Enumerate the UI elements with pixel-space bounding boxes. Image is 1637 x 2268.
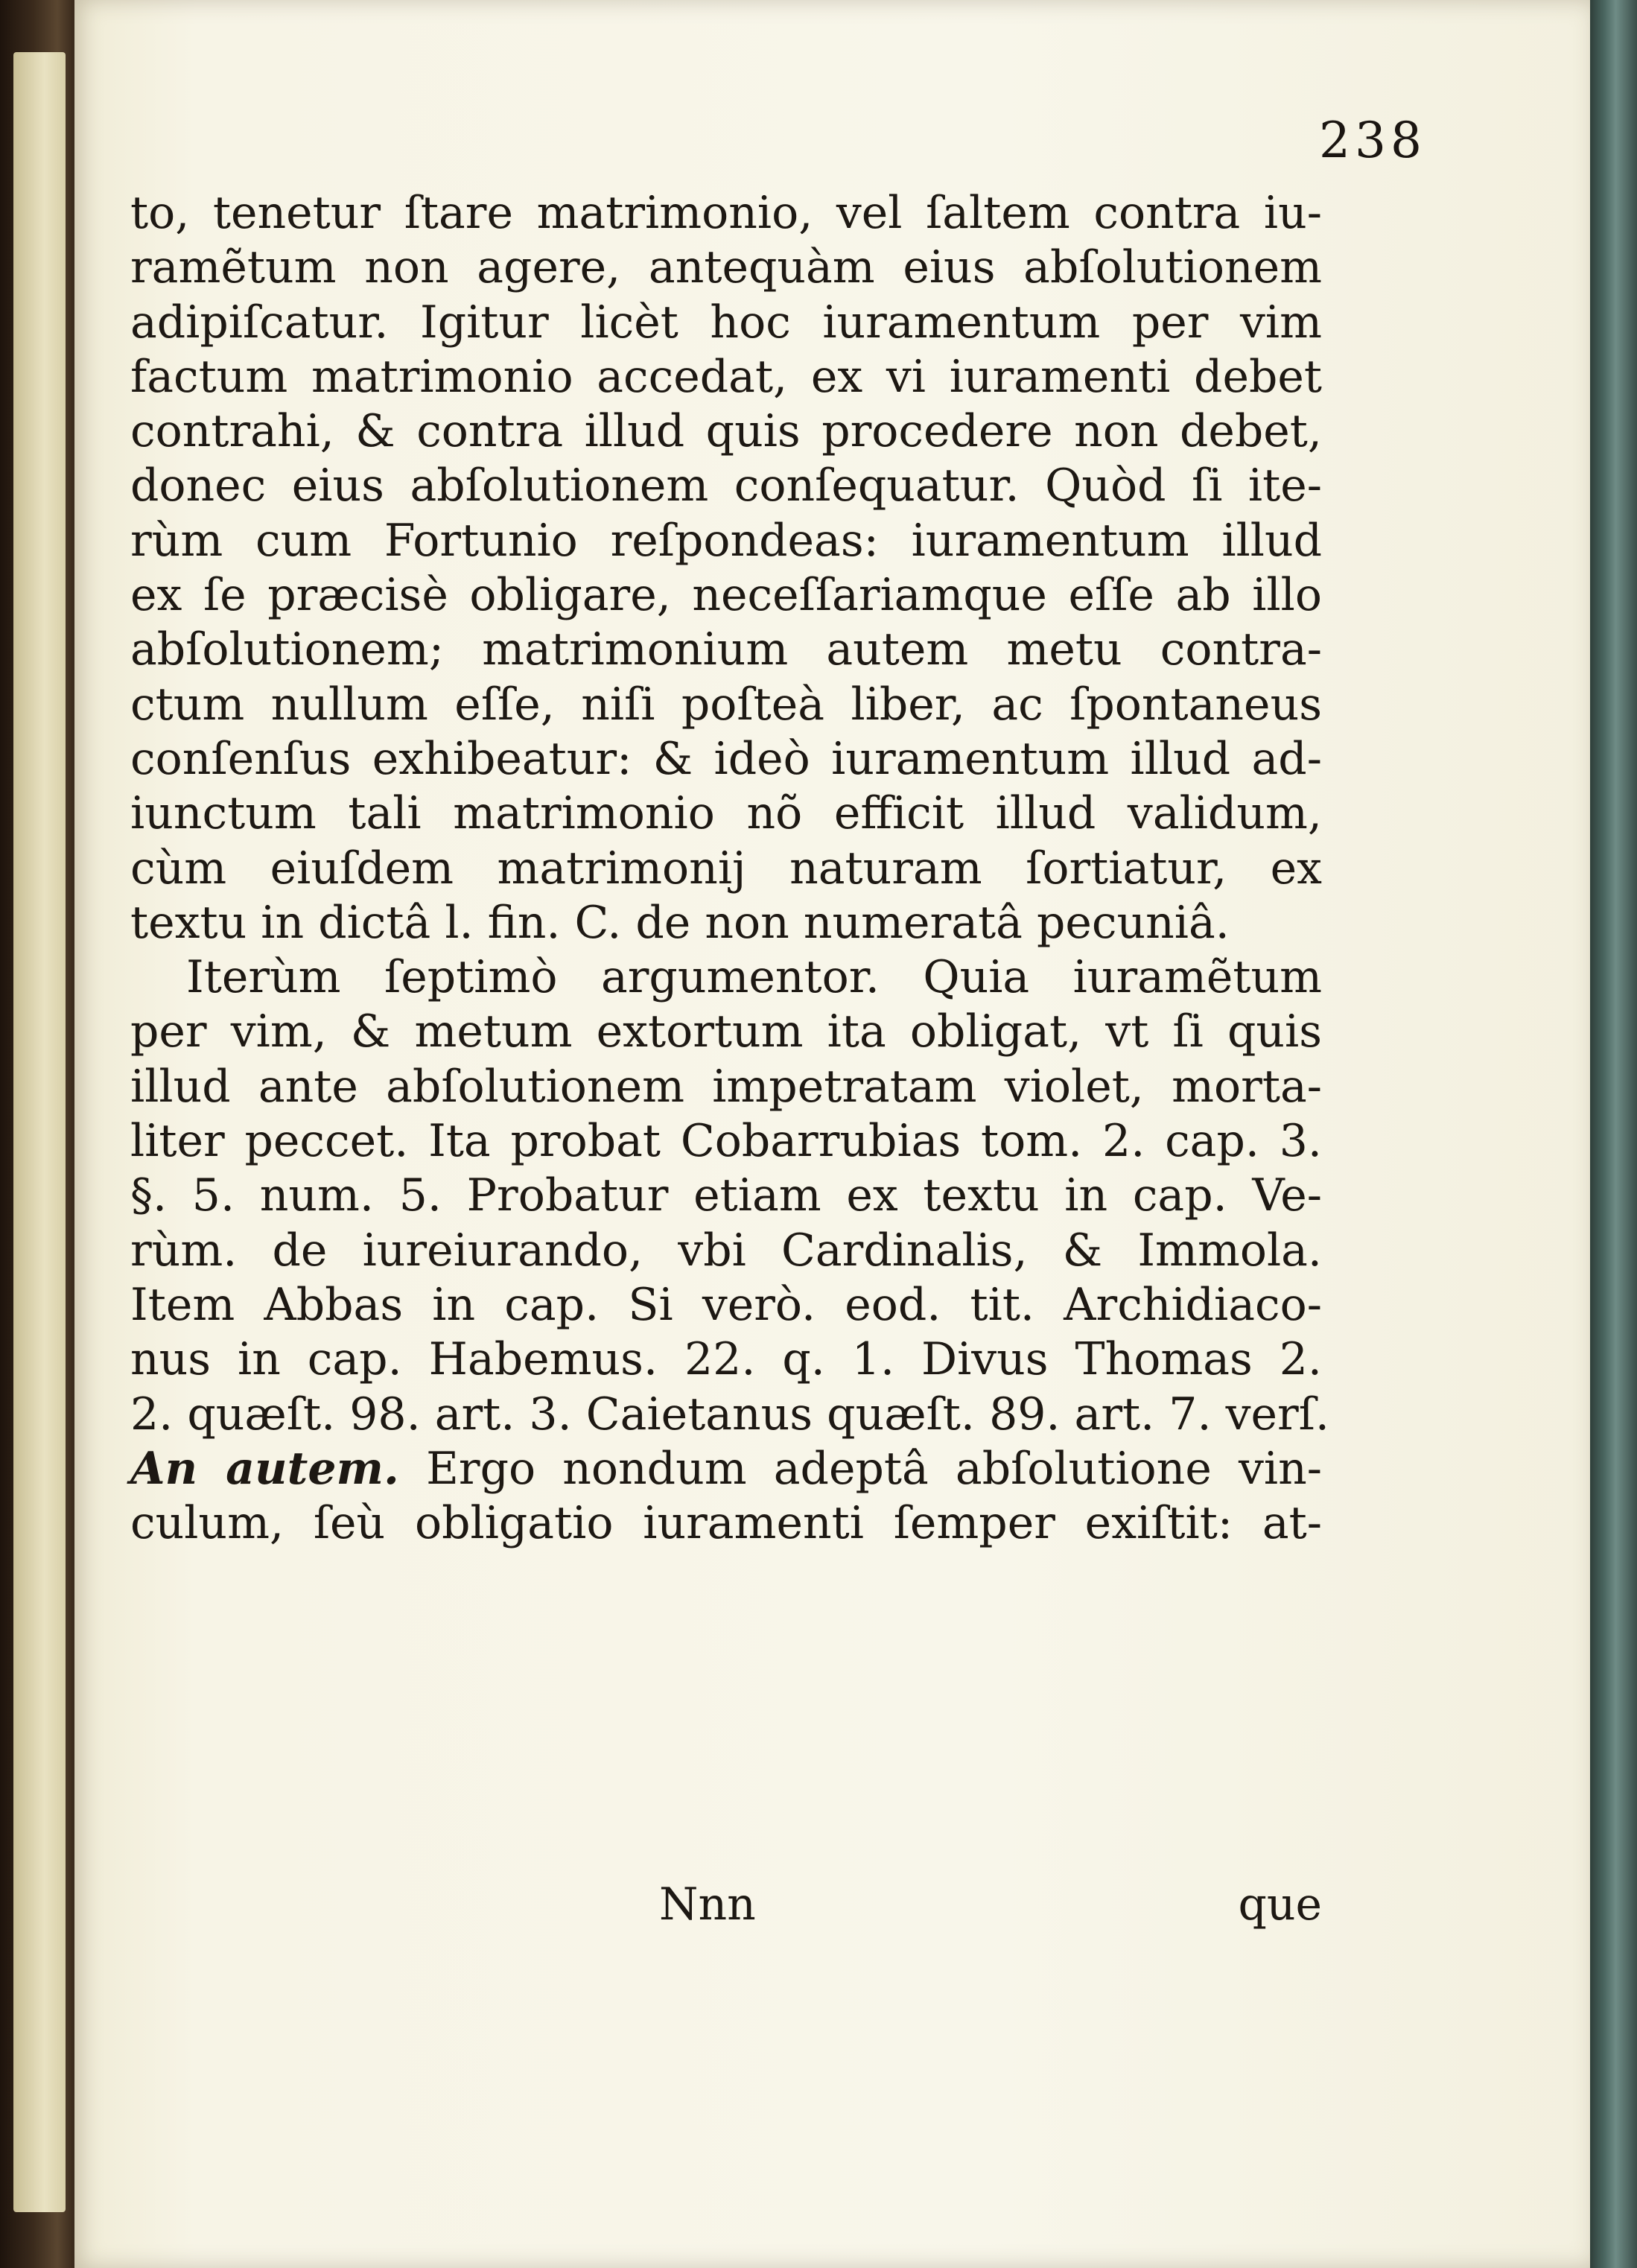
text-line: liter peccet. Ita probat Cobarrubias tom. 2. cap. 3. [130, 1115, 1322, 1168]
text-span: Ergo nondum adeptâ abſolutione vin- [398, 1442, 1323, 1495]
text-line: rùm. de iureiurando, vbi Cardinalis, & Immola. [130, 1224, 1322, 1277]
text-line: ex ſe præcisè obligare, neceſſariamque eſſe ab illo [130, 569, 1322, 622]
text-block [130, 186, 1329, 1551]
text-line: contrahi, & contra illud quis procedere non debet, [130, 405, 1322, 458]
facing-page-edge [13, 52, 66, 2212]
text-line: nus in cap. Habemus. 22. q. 1. Divus Thomas 2. [130, 1333, 1322, 1386]
text-line: rùm cum Fortunio reſpondeas: iuramentum illud [130, 514, 1322, 567]
page-footer [130, 1878, 1322, 1933]
text-line: ctum nullum eſſe, niſi poſteà liber, ac ſpontaneus [130, 678, 1322, 731]
book-binding-right [1590, 0, 1637, 2268]
text-line: conſenſus exhibeatur: & ideò iuramentum illud ad- [130, 732, 1322, 785]
text-line: illud ante abſolutionem impetratam violet, morta- [130, 1060, 1322, 1113]
text-line: cùm eiuſdem matrimonij naturam ſortiatur, ex [130, 842, 1322, 895]
text-line: 2. quæſt. 98. art. 3. Caietanus quæſt. 89. art. 7. verſ. [130, 1388, 1329, 1440]
text-line: donec eius abſolutionem conſequatur. Quòd ſi ite- [130, 460, 1322, 512]
catchword: que [1238, 1878, 1322, 1931]
text-line: §. 5. num. 5. Probatur etiam ex textu in cap. Ve- [130, 1169, 1322, 1222]
text-line: factum matrimonio accedat, ex vi iuramenti debet [130, 350, 1322, 403]
text-line: adipiſcatur. Igitur licèt hoc iuramentum per vim [130, 296, 1322, 349]
italic-phrase: An autem. [130, 1442, 399, 1495]
page-number: 238 [1319, 112, 1426, 169]
signature-mark: Nnn [659, 1878, 756, 1931]
text-line: culum, ſeù obligatio iuramenti ſemper exiſtit: at- [130, 1497, 1322, 1550]
text-line-with-italic [130, 1442, 1322, 1496]
text-line: abſolutionem; matrimonium autem metu contra- [130, 623, 1322, 676]
book-page [74, 0, 1590, 2268]
text-line-paragraph-start: Iterùm ſeptimò argumentor. Quia iuramẽtum [186, 951, 1322, 1004]
text-line: per vim, & metum extortum ita obligat, vt ſi quis [130, 1006, 1322, 1058]
text-line: to, tenetur ſtare matrimonio, vel ſaltem contra iu- [130, 187, 1322, 239]
text-line: Item Abbas in cap. Si verò. eod. tit. Archidiaco- [130, 1278, 1322, 1331]
text-line-paragraph-end: textu in dictâ l. fin. C. de non numeratâ pecuniâ. [130, 896, 1230, 949]
text-line: iunctum tali matrimonio nõ efficit illud validum, [130, 787, 1322, 840]
text-line: ramẽtum non agere, antequàm eius abſolutionem [130, 241, 1322, 294]
